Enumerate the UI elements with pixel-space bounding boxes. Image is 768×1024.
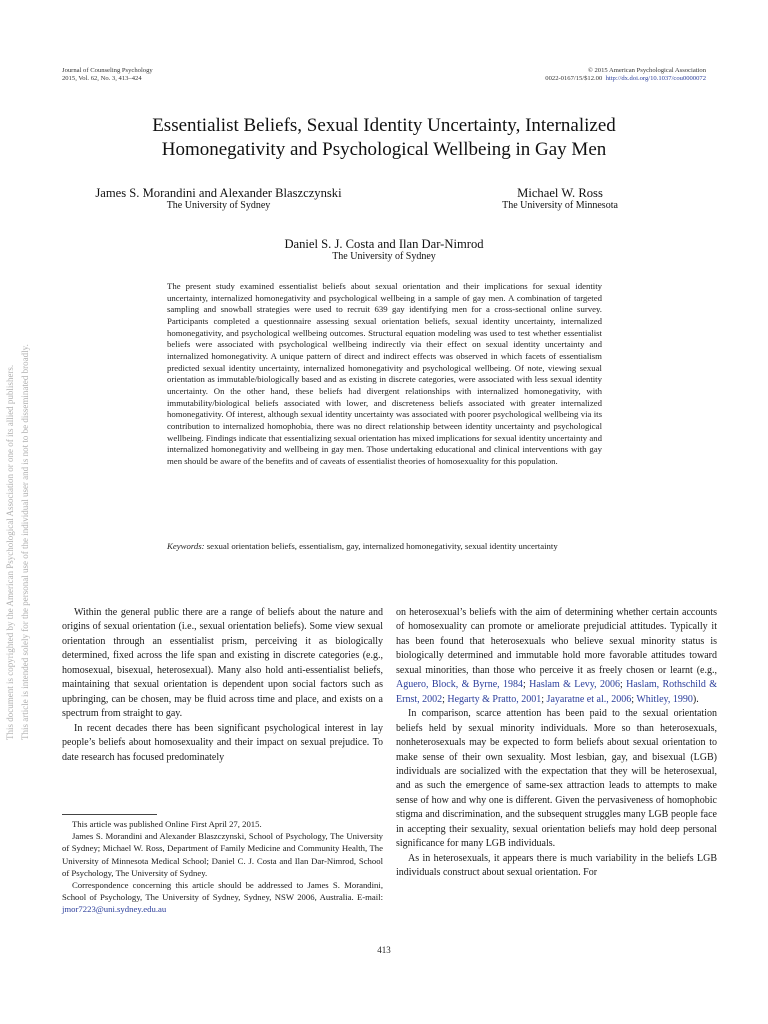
correspondence-text: Correspondence concerning this article should be addressed to James S. Morandini, School of Psychology, The University of Sydney, Sydney, NSW 2006, Australia. E-mail: [62, 880, 383, 903]
author-group-3 [230, 237, 538, 263]
citation-haslam-levy[interactable]: Haslam & Levy, 2006 [529, 679, 620, 691]
footnote-divider [62, 814, 157, 815]
title-line-1: Essentialist Beliefs, Sexual Identity Uncertainty, Internalized [152, 115, 616, 136]
page-number: 413 [377, 945, 391, 955]
citation-separator: ; [442, 693, 445, 705]
abstract: The present study examined essentialist beliefs about sexual orientation and their implications for sexual identity uncertainty, internalized homonegativity and psychological wellbeing in a sample of gay men. A combination of targeted sampling and snowball strategies were used to recruit 639 gay identifying men for a cross-sectional online survey. Participants completed a questionnaire assessing sexual orientation beliefs, sexual identity uncertainty, internalized homonegativity, and psychological wellbeing outcomes. Structural equation modeling was used to test whether essentialist beliefs were associated with psychological wellbeing indirectly via their effect on sexual identity uncertainty and internalized homonegativity. A unique pattern of direct and indirect effects was observed in which facets of essentialism predicted sexual identity uncertainty, internalized homonegativity and psychological wellbeing. Of note, viewing sexual orientation as immutable/biologically based and as existing in discrete categories, were associated with less sexual identity uncertainty. On the other hand, these beliefs had divergent relationships with internalized homonegativity, with immutability/biological beliefs associated with lower, and discreteness beliefs associated with greater internalized homonegativity. Of interest, although sexual identity uncertainty was associated with poorer psychological wellbeing via its contribution to internalized homophobia, there was no direct relationship between identity uncertainty and psychological wellbeing. Findings indicate that essentializing sexual orientation has mixed implications for sexual identity uncertainty and internalized homonegativity and wellbeing in gay men. Those undertaking educational and clinical interventions with gay men should be aware of the benefits and of caveats of essentialist theories of homosexuality for this population. [167, 281, 602, 466]
copyright-line: © 2015 American Psychological Association [587, 67, 706, 74]
copyright-header [545, 67, 706, 84]
footnote-correspondence [62, 879, 383, 916]
affiliation-2: The University of Minnesota [502, 200, 618, 211]
citation-separator: ; [631, 693, 635, 705]
citation-whitley[interactable]: Whitley, 1990 [636, 693, 693, 705]
citation-separator: ; [541, 693, 545, 705]
citation-aguero[interactable]: Aguero, Block, & Byrne, 1984 [396, 679, 524, 691]
journal-name: Journal of Counseling Psychology [62, 67, 153, 74]
journal-volume: 2015, Vol. 62, No. 3, 413–424 [62, 75, 142, 83]
footnote-published: This article was published Online First April 27, 2015. [72, 819, 262, 829]
right-paragraph-1 [396, 606, 717, 707]
footnote-affiliations: James S. Morandini and Alexander Blaszczynski, School of Psychology, The University of Sydney; Michael W. Ross, Department of Family Medicine and Community Health, The University of Minnesota Medical School; Daniel C. J. Costa and Ilan Dar-Nimrod, School of Psychology, The University of Sydney. [62, 831, 383, 878]
left-paragraph-1: Within the general public there are a range of beliefs about the nature and origins of sexual orientation (i.e., sexual orientation beliefs). Some view sexual orientation through an essentialist prism, perceiving it as biologically determined, fixed across the life span and existing in discrete categories (e.g., homosexual, bisexual, heterosexual). Many also hold anti-essentialist beliefs, maintaining that sexual orientation is dependent upon social factors such as upbringing, can be chosen, may be fluid across time and place, and exists on a spectrum from straight to gay. [62, 607, 383, 720]
keywords-text: sexual orientation beliefs, essentialism, gay, internalized homonegativity, sexual identity uncertainty [206, 541, 558, 551]
authors-1: James S. Morandini and Alexander Blaszczynski [95, 186, 342, 200]
side-copyright-notice-2: This article is intended solely for the personal use of the individual user and is not to be disseminated broadly. [20, 344, 30, 740]
email-link[interactable]: jmor7223@uni.sydney.edu.au [62, 904, 167, 915]
citation-haslam-rothschild[interactable]: Haslam, Rothschild & Ernst, 2002 [396, 679, 717, 705]
citation-end: ). [692, 693, 699, 705]
right-paragraph-2: In comparison, scarce attention has been paid to the sexual orientation beliefs held by sexual minority individuals. More so than heterosexuals, nonheterosexuals may be expected to form beliefs about sexual orientation to make sense of their own sexuality. Most lesbian, gay, and bisexual (LGB) individuals are socialized with the expectation that they will be heterosexual, and as such the emergence of same-sex attraction leads to attempts to make sense of how and why one is different. Given the pervasiveness of homophobic stigma and discrimination, and the subsequent struggles many LGB people face in accepting their sexuality, sexual orientation beliefs may hold deep personal significance for many LGB individuals. [396, 708, 717, 850]
left-paragraph-2: In recent decades there has been significant psychological interest in lay people’s beliefs about homosexuality and their impact on sexual prejudice. To date research has focused predominately [62, 722, 383, 763]
author-group-2 [460, 186, 660, 212]
right-column [396, 606, 717, 881]
keywords [167, 541, 602, 553]
authors-2: Michael W. Ross [517, 186, 603, 200]
side-copyright-notice-1: This document is copyrighted by the American Psychological Association or one of its allied publishers. [5, 364, 15, 740]
citation-jayaratne[interactable]: Jayaratne et al., 2006 [546, 693, 632, 705]
doi-line [545, 75, 706, 83]
citation-separator: ; [523, 679, 526, 691]
citation-separator: ; [619, 679, 623, 691]
affiliation-1: The University of Sydney [166, 200, 271, 211]
authors-3: Daniel S. J. Costa and Ilan Dar-Nimrod [284, 237, 484, 251]
issn: 0022-0167/15/$12.00 [545, 75, 603, 83]
footnotes [62, 818, 383, 916]
author-group-1 [75, 186, 362, 212]
citation-hegarty-pratto[interactable]: Hegarty & Pratto, 2001 [447, 693, 542, 705]
doi-link[interactable]: http://dx.doi.org/10.1037/cou0000072 [605, 75, 706, 83]
article-title [60, 114, 708, 162]
title-line-2: Homonegativity and Psychological Wellbeing in Gay Men [161, 139, 607, 160]
left-column [62, 606, 383, 765]
right-paragraph-1-text: on heterosexual’s beliefs with the aim of determining whether certain accounts of homosexuality can promote or ameliorate prejudicial attitudes. Typically it has been found that heterosexuals who believe sexual minority status is biologically determined and immutable hold more favorable attitudes toward sexual minorities, than those who perceive it as freely chosen or learnt (e.g., [396, 607, 717, 676]
journal-header [62, 67, 153, 84]
keywords-label: Keywords: [167, 541, 205, 551]
affiliation-3: The University of Sydney [332, 251, 436, 262]
right-paragraph-3: As in heterosexuals, it appears there is much variability in the beliefs LGB individuals construct about sexual orientation. For [396, 852, 717, 879]
